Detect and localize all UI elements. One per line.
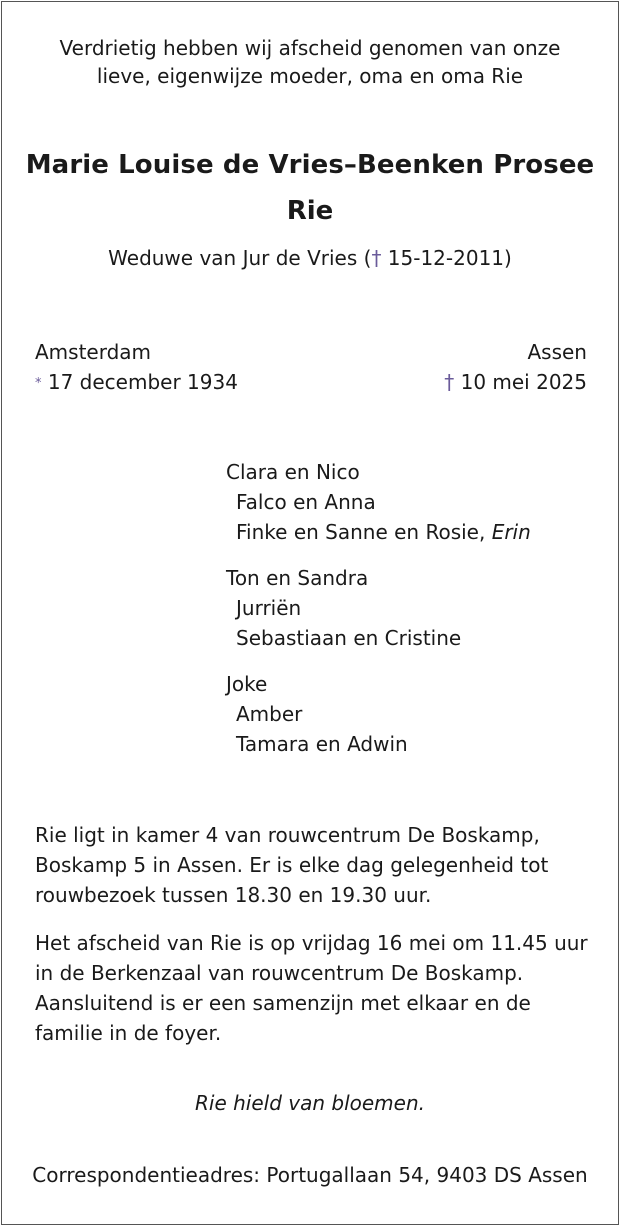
widow-date: 15-12-2011)	[381, 246, 512, 270]
death-notice-card	[1, 1, 619, 1225]
family-group	[226, 457, 531, 547]
family-child: Sebastiaan en Cristine	[236, 626, 462, 650]
family-child-names: Finke en Sanne en Rosie,	[236, 520, 492, 544]
correspondence-address: Correspondentieadres: Portugallaan 54, 9403 DS Assen	[32, 1163, 588, 1187]
family-child: Amber	[236, 702, 303, 726]
death-info	[444, 337, 587, 397]
birth-place: Amsterdam	[35, 340, 152, 364]
intro-text	[2, 34, 618, 90]
birth-date: 17 december 1934	[41, 370, 238, 394]
birth-date-line	[35, 367, 238, 399]
family-child: Falco en Anna	[236, 490, 376, 514]
family-parents: Joke	[226, 672, 268, 696]
deceased-full-name: Marie Louise de Vries–Beenken Prosee	[25, 150, 595, 180]
paragraph-line: Rie ligt in kamer 4 van rouwcentrum De Boskamp,	[35, 823, 540, 847]
family-child	[226, 517, 531, 547]
family-parents: Ton en Sandra	[226, 566, 369, 590]
intro-line-1: Verdrietig hebben wij afscheid genomen van onze	[59, 36, 561, 60]
paragraph-line: Het afscheid van Rie is op vrijdag 16 mei om 11.45 uur	[35, 931, 588, 955]
family-parents: Clara en Nico	[226, 460, 360, 484]
family-group	[226, 669, 531, 759]
death-place: Assen	[527, 340, 587, 364]
family-child-italic: Erin	[491, 520, 531, 544]
family-group	[226, 563, 531, 653]
birth-info	[35, 337, 238, 399]
family-list	[226, 457, 531, 775]
paragraph-line: familie in de foyer.	[35, 1021, 222, 1045]
paragraph-line: rouwbezoek tussen 18.30 en 19.30 uur.	[35, 883, 432, 907]
family-child: Tamara en Adwin	[236, 732, 408, 756]
intro-line-2: lieve, eigenwijze moeder, oma en oma Rie	[96, 64, 524, 88]
family-child: Jurriën	[236, 596, 302, 620]
visitation-paragraph	[35, 820, 598, 910]
widow-line	[2, 244, 618, 272]
star-icon: *	[35, 376, 42, 391]
death-date: 10 mei 2025	[454, 370, 587, 394]
cross-icon: †	[371, 246, 382, 270]
cross-icon: †	[444, 370, 455, 394]
paragraph-line: Aansluitend is er een samenzijn met elkaar en de	[35, 991, 531, 1015]
paragraph-line: Boskamp 5 in Assen. Er is elke dag gelegenheid tot	[35, 853, 549, 877]
widow-prefix: Weduwe van Jur de Vries (	[108, 246, 372, 270]
death-date-line	[444, 367, 587, 397]
paragraph-line: in de Berkenzaal van rouwcentrum De Boskamp.	[35, 961, 524, 985]
motto: Rie hield van bloemen.	[195, 1091, 425, 1115]
deceased-nickname: Rie	[286, 196, 334, 226]
farewell-paragraph	[35, 928, 598, 1048]
